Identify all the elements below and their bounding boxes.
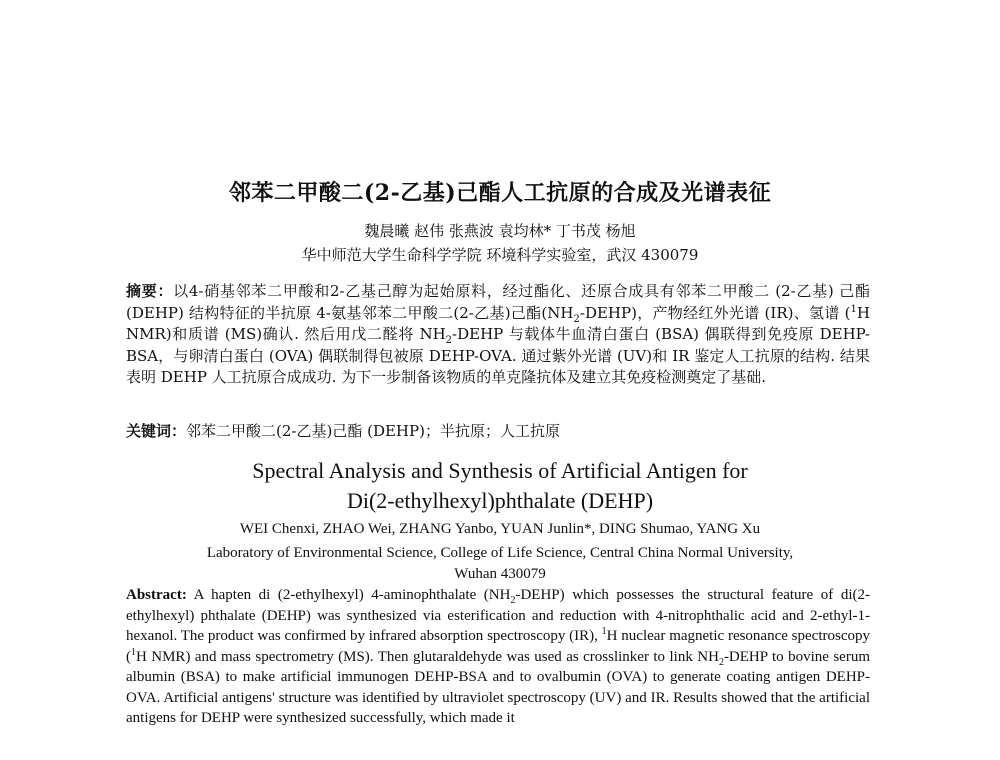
subscript: 2 xyxy=(510,595,516,606)
chinese-abstract-text: 以4-硝基邻苯二甲酸和2-乙基己醇为起始原料，经过酯化、还原合成具有邻苯二甲酸二 (2-乙基) 己酯 (DEHP) 结构特征的半抗原 4-氨基邻苯二甲酸二(2-乙基)己酯(NH xyxy=(126,282,870,322)
english-abstract-text: H nuclear magnetic resonance spectroscopy ( xyxy=(126,628,870,665)
english-affiliation-line: Laboratory of Environmental Science, College of Life Science, Central China Normal University, xyxy=(206,545,794,561)
english-affiliation xyxy=(0,543,1000,585)
english-abstract-text: -DEHP) which possesses the structural feature of di(2-ethylhexyl) phthalate (DEHP) was synthesized via esterification and reduction with 4-nitrophthalic acid and 2-ethyl-1-hexanol. The product was confirmed by infrared absorption spectroscopy (IR), xyxy=(126,587,870,644)
english-abstract xyxy=(126,585,870,729)
chinese-title: 邻苯二甲酸二(2-乙基)己酯人工抗原的合成及光谱表征 xyxy=(228,180,772,206)
english-abstract-text: -DEHP to bovine serum albumin (BSA) to make artificial immunogen DEHP-BSA and to ovalbumin (OVA) to generate coating antigen DEHP-OVA. Artificial antigens' structure was identified by ultraviolet spectroscopy (UV) and IR. Results showed that the artificial antigens for DEHP were synthesized successfully, which made it xyxy=(126,648,870,726)
superscript: 1 xyxy=(131,646,136,658)
chinese-keywords-text: 邻苯二甲酸二(2-乙基)己酯 (DEHP)；半抗原；人工抗原 xyxy=(186,422,560,440)
subscript: 2 xyxy=(718,656,724,668)
superscript: 1 xyxy=(601,626,607,637)
chinese-keywords-label: 关键词： xyxy=(126,422,187,440)
subscript: 2 xyxy=(573,313,580,325)
english-title xyxy=(0,456,1000,516)
english-affiliation-line: Wuhan 430079 xyxy=(454,566,546,582)
chinese-keywords xyxy=(126,420,870,441)
english-title-line: Spectral Analysis and Synthesis of Artificial Antigen for xyxy=(252,458,748,483)
superscript: 1 xyxy=(850,303,857,315)
chinese-abstract-text: -DEHP)，产物经红外光谱 (IR)、氢谱 ( xyxy=(579,303,851,322)
chinese-abstract xyxy=(126,281,870,389)
chinese-abstract-label: 摘要： xyxy=(126,282,174,300)
subscript: 2 xyxy=(445,335,453,346)
english-abstract-text: A hapten di (2-ethylhexyl) 4-aminophthalate (NH xyxy=(186,587,511,603)
chinese-authors: 魏晨曦 赵伟 张燕波 袁均林* 丁书茂 杨旭 xyxy=(364,222,636,240)
chinese-abstract-text: -DEHP 与载体牛血清白蛋白 (BSA) 偶联得到免疫原 DEHP-BSA，与卵清白蛋白 (OVA) 偶联制得包被原 DEHP-OVA. 通过紫外光谱 (UV)和 IR 鉴定人工抗原的结构. 结果表明 DEHP 人工抗原合成成功. 为下一步制备该物质的单克隆抗体及建立其免疫检测奠定了基础. xyxy=(126,325,871,386)
english-abstract-label: Abstract: xyxy=(126,587,187,603)
english-title-line: Di(2-ethylhexyl)phthalate (DEHP) xyxy=(346,488,654,513)
english-authors: WEI Chenxi, ZHAO Wei, ZHANG Yanbo, YUAN Junlin*, DING Shumao, YANG Xu xyxy=(239,521,761,537)
english-abstract-text: H NMR) and mass spectrometry (MS). Then glutaraldehyde was used as crosslinker to link NH xyxy=(136,648,719,665)
chinese-affiliation: 华中师范大学生命科学学院 环境科学实验室，武汉 430079 xyxy=(301,246,699,264)
chinese-abstract-text: H NMR)和质谱 (MS)确认. 然后用戊二醛将 NH xyxy=(126,303,870,343)
